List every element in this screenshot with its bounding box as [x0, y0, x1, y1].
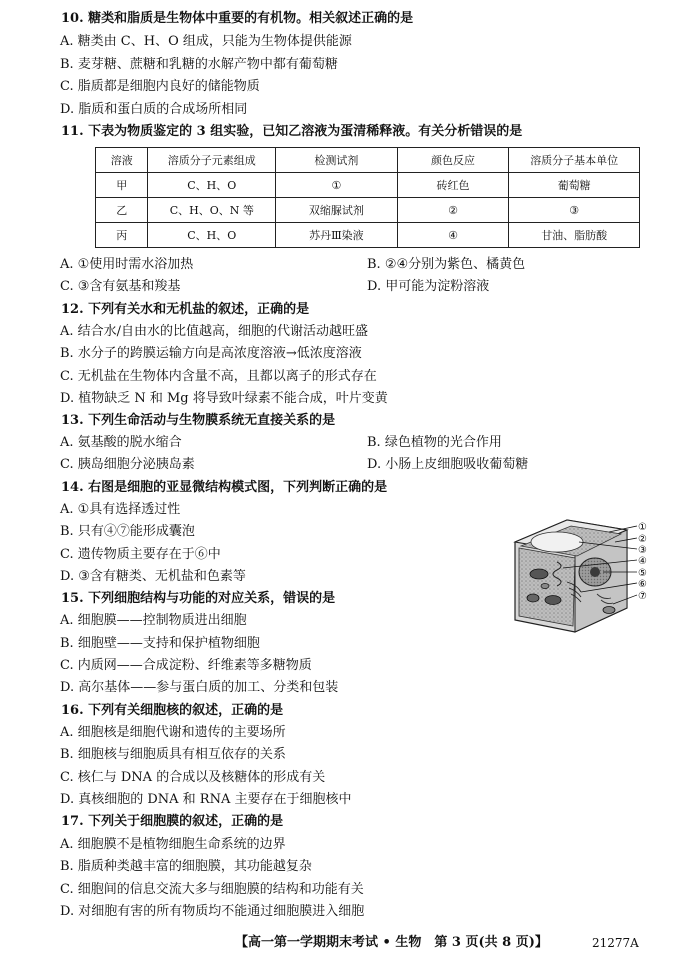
q14-option-c: C. 遗传物质主要存在于⑥中	[60, 547, 221, 562]
q11-table	[95, 147, 640, 248]
table-cell: ①	[276, 173, 398, 198]
table-cell: 乙	[96, 198, 148, 223]
q15-option-c: C. 内质网——合成淀粉、纤维素等多糖物质	[60, 658, 312, 673]
q11-stem: 11. 下表为物质鉴定的 3 组实验，已知乙溶液为蛋清稀释液。有关分析错误的是	[61, 124, 523, 139]
table-row	[96, 223, 640, 248]
table-cell: C、H、O	[148, 223, 276, 248]
q16-option-a: A. 细胞核是细胞代谢和遗传的主要场所	[60, 725, 286, 740]
table-header-cell: 溶质分子基本单位	[509, 148, 640, 173]
q16-option-d: D. 真核细胞的 DNA 和 RNA 主要存在于细胞核中	[60, 792, 352, 807]
q12-stem: 12. 下列有关水和无机盐的叙述，正确的是	[61, 302, 310, 317]
q13-stem: 13. 下列生命活动与生物膜系统无直接关系的是	[61, 413, 336, 428]
q12-option-d: D. 植物缺乏 N 和 Mg 将导致叶绿素不能合成，叶片变黄	[60, 391, 388, 406]
table-header-cell: 溶液	[96, 148, 148, 173]
table-cell: ③	[509, 198, 640, 223]
q17-option-a: A. 细胞膜不是植物细胞生命系统的边界	[60, 837, 286, 852]
table-cell: 甲	[96, 173, 148, 198]
table-cell: 砖红色	[397, 173, 509, 198]
q16-option-b: B. 细胞核与细胞质具有相互依存的关系	[60, 747, 286, 762]
q15-option-b: B. 细胞壁——支持和保护植物细胞	[60, 636, 260, 651]
q11-option-c: C. ③含有氨基和羧基	[60, 279, 181, 294]
table-cell: ④	[397, 223, 509, 248]
table-cell: 双缩脲试剂	[276, 198, 398, 223]
q10-option-a: A. 糖类由 C、H、O 组成，只能为生物体提供能源	[60, 34, 352, 49]
q14-option-a: A. ①具有选择透过性	[60, 502, 181, 517]
q13-option-d: D. 小肠上皮细胞吸收葡萄糖	[367, 457, 529, 472]
figure-label: ④	[638, 556, 647, 567]
q14-stem: 14. 右图是细胞的亚显微结构模式图，下列判断正确的是	[61, 480, 388, 495]
q11-option-d: D. 甲可能为淀粉溶液	[367, 279, 490, 294]
figure-label: ⑤	[638, 568, 647, 579]
q17-option-b: B. 脂质种类越丰富的细胞膜，其功能越复杂	[60, 859, 312, 874]
table-cell: C、H、O	[148, 173, 276, 198]
q12-option-b: B. 水分子的跨膜运输方向是高浓度溶液→低浓度溶液	[60, 346, 362, 361]
table-header-row	[96, 148, 640, 173]
q17-stem: 17. 下列关于细胞膜的叙述，正确的是	[61, 814, 284, 829]
figure-label: ③	[638, 545, 647, 556]
q17-option-c: C. 细胞间的信息交流大多与细胞膜的结构和功能有关	[60, 882, 364, 897]
cell-diagram-image	[497, 512, 649, 636]
q11-option-a: A. ①使用时需水浴加热	[60, 257, 194, 272]
q14-option-d: D. ③含有糖类、无机盐和色素等	[60, 569, 246, 584]
q17-option-d: D. 对细胞有害的所有物质均不能通过细胞膜进入细胞	[60, 904, 365, 919]
q10-option-d: D. 脂质和蛋白质的合成场所相同	[60, 102, 248, 117]
table-row	[96, 173, 640, 198]
table-cell: 甘油、脂肪酸	[509, 223, 640, 248]
q15-option-d: D. 高尔基体——参与蛋白质的加工、分类和包装	[60, 680, 339, 695]
cell-structure-figure	[497, 512, 649, 636]
q15-stem: 15. 下列细胞结构与功能的对应关系，错误的是	[61, 591, 336, 606]
figure-label: ②	[638, 534, 647, 545]
q15-option-a: A. 细胞膜——控制物质进出细胞	[60, 613, 247, 628]
table-header-cell: 检测试剂	[276, 148, 398, 173]
q16-stem: 16. 下列有关细胞核的叙述，正确的是	[61, 703, 284, 718]
table-header-cell: 颜色反应	[397, 148, 509, 173]
q13-option-c: C. 胰岛细胞分泌胰岛素	[60, 457, 195, 472]
figure-label: ⑦	[638, 591, 647, 602]
q13-option-a: A. 氨基酸的脱水缩合	[60, 435, 182, 450]
q11-option-b: B. ②④分别为紫色、橘黄色	[367, 257, 526, 272]
exam-code: 21277A	[592, 936, 639, 950]
figure-label: ⑥	[638, 579, 647, 590]
table-row	[96, 198, 640, 223]
q12-option-a: A. 结合水/自由水的比值越高，细胞的代谢活动越旺盛	[60, 324, 369, 339]
table-header-cell: 溶质分子元素组成	[148, 148, 276, 173]
table-cell: 丙	[96, 223, 148, 248]
q12-option-c: C. 无机盐在生物体内含量不高，且都以离子的形式存在	[60, 369, 377, 384]
page-footer: 【高一第一学期期末考试 • 生物 第 3 页(共 8 页)】	[235, 935, 548, 950]
q13-option-b: B. 绿色植物的光合作用	[367, 435, 502, 450]
q14-option-b: B. 只有④⑦能形成囊泡	[60, 524, 195, 539]
q10-option-b: B. 麦芽糖、蔗糖和乳糖的水解产物中都有葡萄糖	[60, 57, 338, 72]
q10-stem: 10. 糖类和脂质是生物体中重要的有机物。相关叙述正确的是	[61, 11, 414, 26]
table-cell: 苏丹Ⅲ染液	[276, 223, 398, 248]
figure-label: ①	[638, 522, 647, 533]
table-cell: ②	[397, 198, 509, 223]
q10-option-c: C. 脂质都是细胞内良好的储能物质	[60, 79, 260, 94]
q16-option-c: C. 核仁与 DNA 的合成以及核糖体的形成有关	[60, 770, 326, 785]
table-cell: 葡萄糖	[509, 173, 640, 198]
table-cell: C、H、O、N 等	[148, 198, 276, 223]
